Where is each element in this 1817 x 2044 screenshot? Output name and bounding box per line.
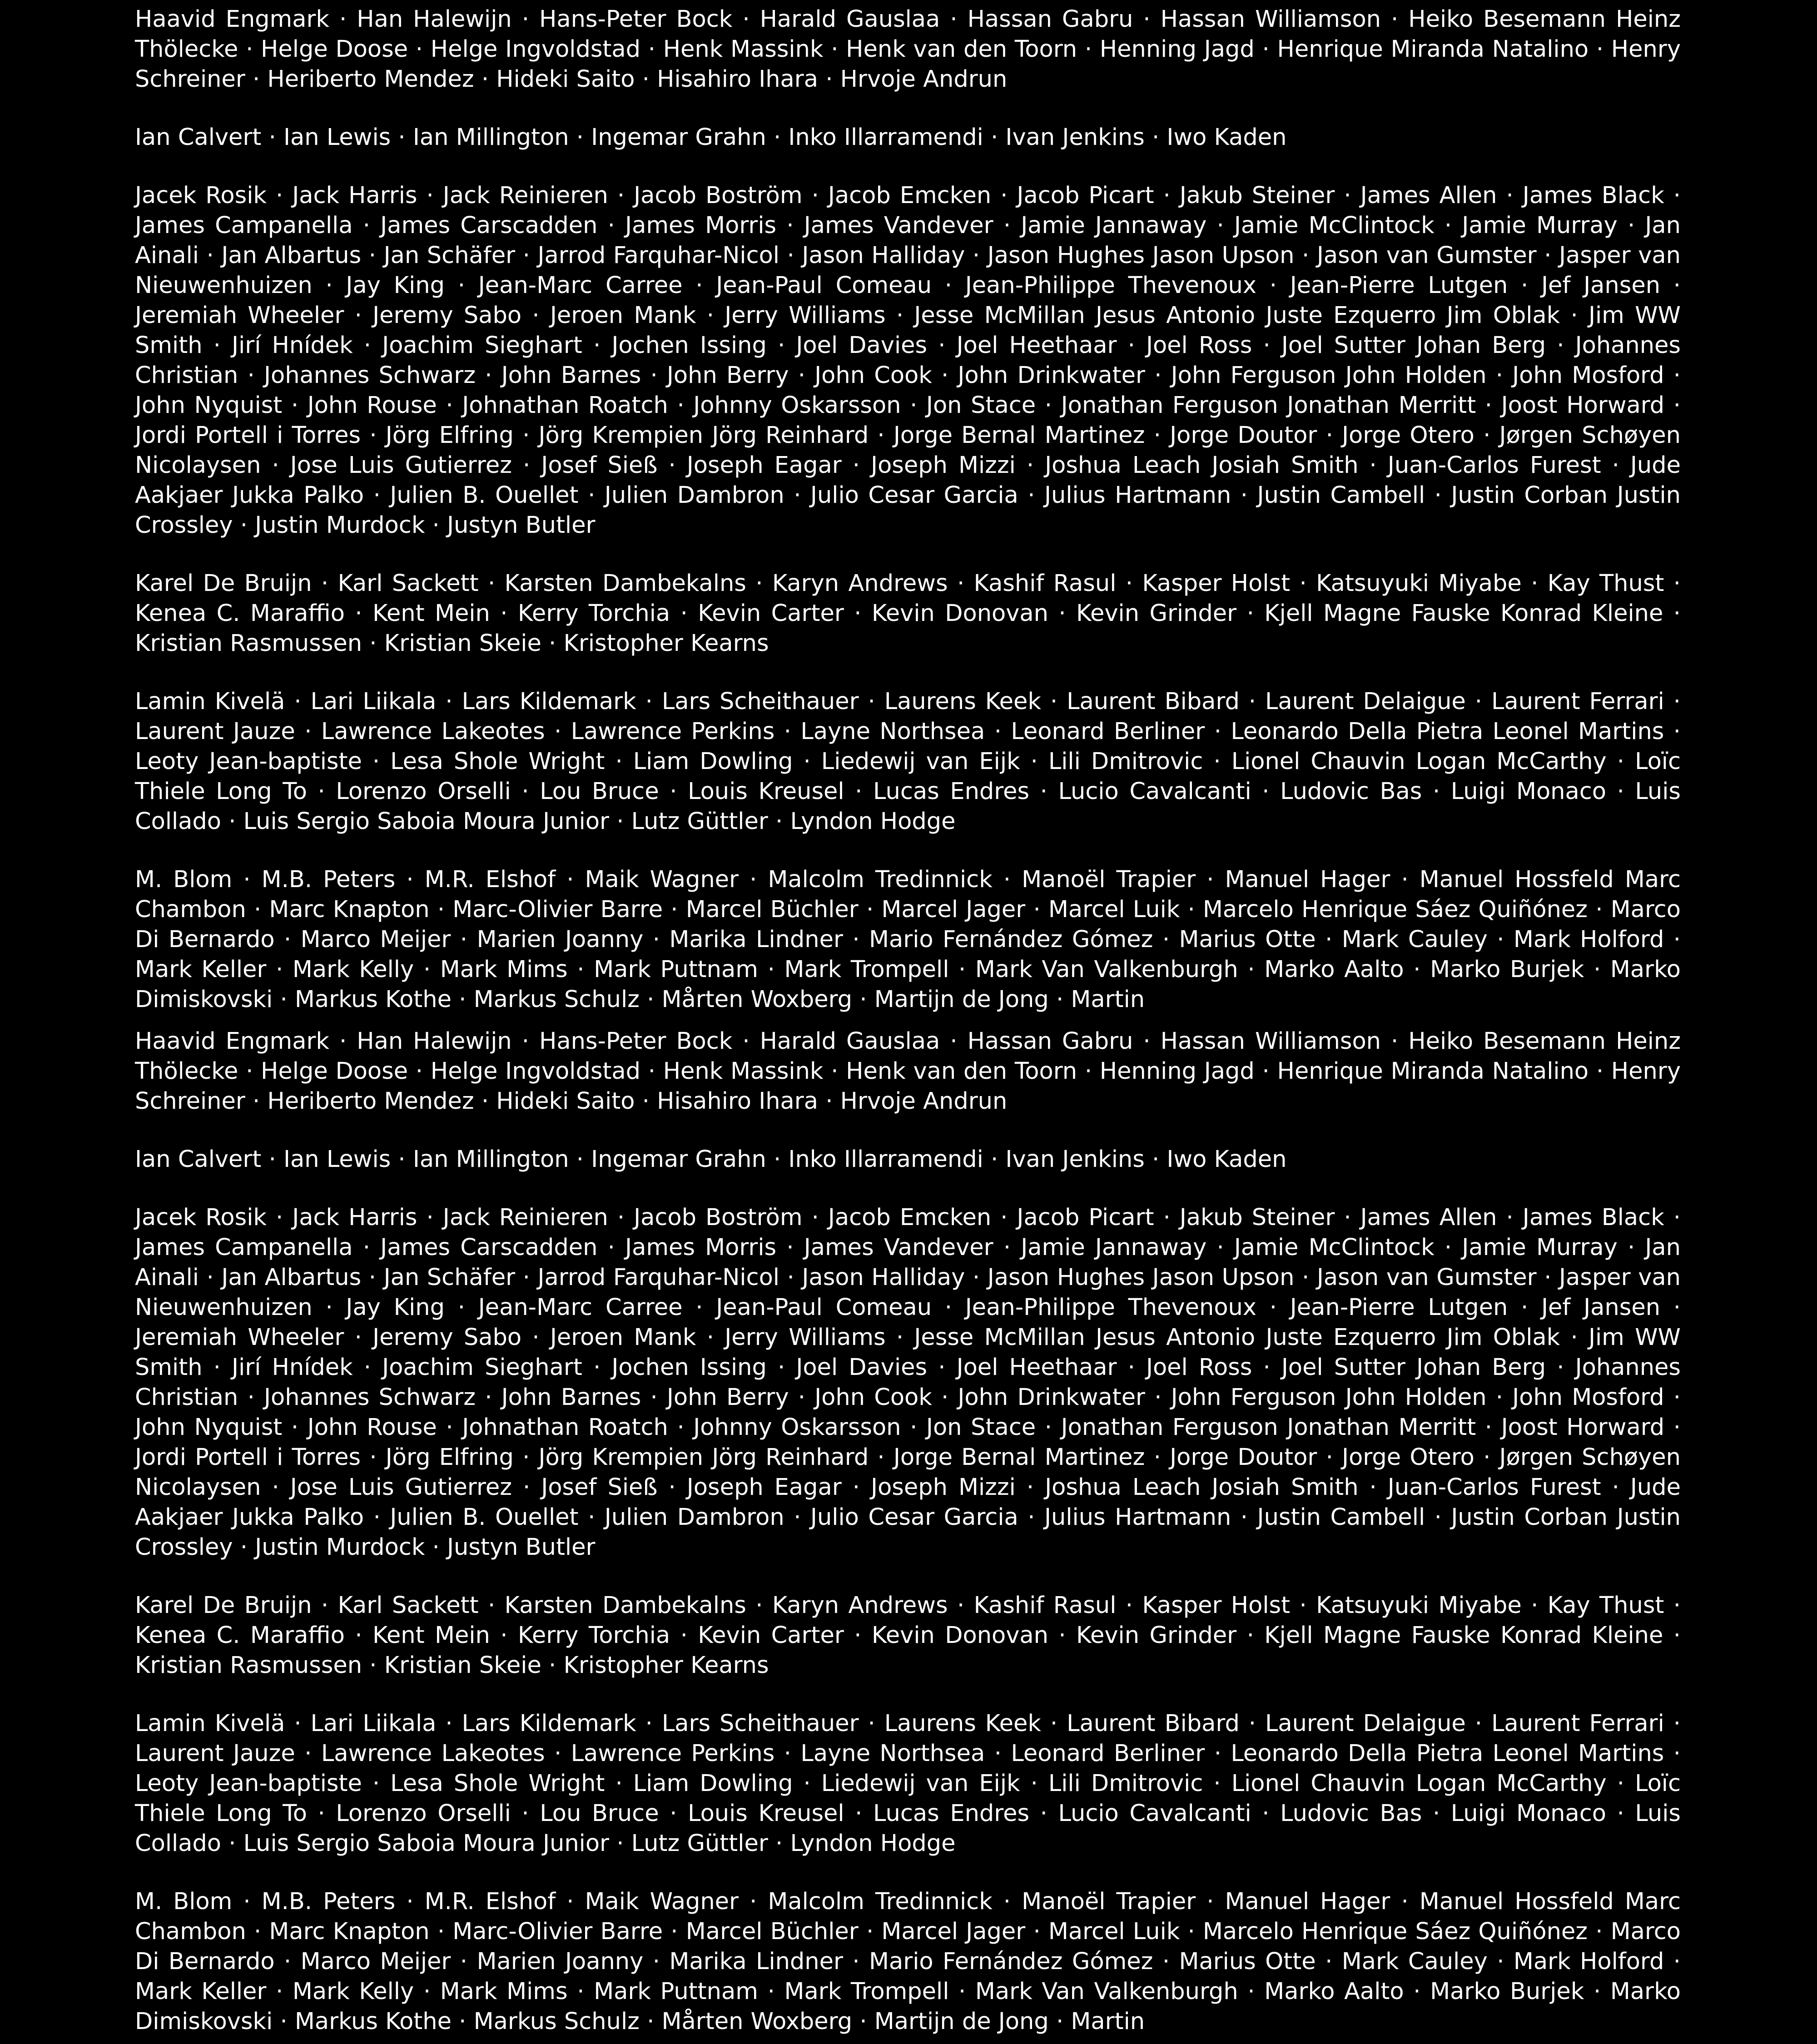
credits-group-h: Haavid Engmark · Han Halewijn · Hans-Peter Bock · Harald Gauslaa · Hassan Gabru · Hassan Williamson · Heiko Besemann Heinz Thölecke · Helge Doose · Helge Ingvoldstad · Henk Massink · Henk van den Toorn · Henning Jagd · Henrique Miranda Natalino · Henry Schreiner · Heriberto Mendez · Hideki Saito · Hisahiro Ihara · Hrvoje Andrun bbox=[135, 6, 1681, 93]
credits-group-k: Karel De Bruijn · Karl Sackett · Karsten Dambekalns · Karyn Andrews · Kashif Rasul · Kasper Holst · Katsuyuki Miyabe · Kay Thust · Kenea C. Maraffio · Kent Mein · Kerry Torchia · Kevin Carter · Kevin Donovan · Kevin Grinder · Kjell Magne Fauske Konrad Kleine · Kristian Rasmussen · Kristian Skeie · Kristopher Kearns bbox=[135, 570, 1681, 657]
credits-group-i-repeat: Ian Calvert · Ian Lewis · Ian Millington · Ingemar Grahn · Inko Illarramendi · Ivan Jenkins · Iwo Kaden bbox=[135, 1146, 1287, 1173]
credits-group-l: Lamin Kivelä · Lari Liikala · Lars Kildemark · Lars Scheithauer · Laurens Keek · Laurent Bibard · Laurent Delaigue · Laurent Ferrari · Laurent Jauze · Lawrence Lakeotes · Lawrence Perkins · Layne Northsea · Leonard Berliner · Leonardo Della Pietra Leonel Martins · Leoty Jean-baptiste · Lesa Shole Wright · Liam Dowling · Liedewij van Eijk · Lili Dmitrovic · Lionel Chauvin Logan McCarthy · Loïc Thiele Long To · Lorenzo Orselli · Lou Bruce · Louis Kreusel · Lucas Endres · Lucio Cavalcanti · Ludovic Bas · Luigi Monaco · Luis Collado · Luis Sergio Saboia Moura Junior · Lutz Güttler · Lyndon Hodge bbox=[135, 688, 1681, 835]
credits-group-m: M. Blom · M.B. Peters · M.R. Elshof · Maik Wagner · Malcolm Tredinnick · Manoël Trapier · Manuel Hager · Manuel Hossfeld Marc Chambon · Marc Knapton · Marc-Olivier Barre · Marcel Büchler · Marcel Jager · Marcel Luik · Marcelo Henrique Sáez Quiñónez · Marco Di Bernardo · Marco Meijer · Marien Joanny · Marika Lindner · Mario Fernández Gómez · Marius Otte · Mark Cauley · Mark Holford · Mark Keller · Mark Kelly · Mark Mims · Mark Puttnam · Mark Trompell · Mark Van Valkenburgh · Marko Aalto · Marko Burjek · Marko Dimiskovski · Markus Kothe · Markus Schulz · Mårten Woxberg · Martijn de Jong · Martin bbox=[135, 866, 1681, 1013]
credits-group-j: Jacek Rosik · Jack Harris · Jack Reinieren · Jacob Boström · Jacob Emcken · Jacob Picart · Jakub Steiner · James Allen · James Black · James Campanella · James Carscadden · James Morris · James Vandever · Jamie Jannaway · Jamie McClintock · Jamie Murray · Jan Ainali · Jan Albartus · Jan Schäfer · Jarrod Farquhar-Nicol · Jason Halliday · Jason Hughes Jason Upson · Jason van Gumster · Jasper van Nieuwenhuizen · Jay King · Jean-Marc Carree · Jean-Paul Comeau · Jean-Philippe Thevenoux · Jean-Pierre Lutgen · Jef Jansen · Jeremiah Wheeler · Jeremy Sabo · Jeroen Mank · Jerry Williams · Jesse McMillan Jesus Antonio Juste Ezquerro Jim Oblak · Jim WW Smith · Jirí Hnídek · Joachim Sieghart · Jochen Issing · Joel Davies · Joel Heethaar · Joel Ross · Joel Sutter Johan Berg · Johannes Christian · Johannes Schwarz · John Barnes · John Berry · John Cook · John Drinkwater · John Ferguson John Holden · John Mosford · John Nyquist · John Rouse · Johnathan Roatch · Johnny Oskarsson · Jon Stace · Jonathan Ferguson Jonathan Merritt · Joost Horward · Jordi Portell i Torres · Jörg Elfring · Jörg Krempien Jörg Reinhard · Jorge Bernal Martinez · Jorge Doutor · Jorge Otero · Jørgen Schøyen Nicolaysen · Jose Luis Gutierrez · Josef Sieß · Joseph Eagar · Joseph Mizzi · Joshua Leach Josiah Smith · Juan-Carlos Furest · Jude Aakjaer Jukka Palko · Julien B. Ouellet · Julien Dambron · Julio Cesar Garcia · Julius Hartmann · Justin Cambell · Justin Corban Justin Crossley · Justin Murdock · Justyn Butler bbox=[135, 182, 1681, 539]
credits-group-l-repeat: Lamin Kivelä · Lari Liikala · Lars Kildemark · Lars Scheithauer · Laurens Keek · Laurent Bibard · Laurent Delaigue · Laurent Ferrari · Laurent Jauze · Lawrence Lakeotes · Lawrence Perkins · Layne Northsea · Leonard Berliner · Leonardo Della Pietra Leonel Martins · Leoty Jean-baptiste · Lesa Shole Wright · Liam Dowling · Liedewij van Eijk · Lili Dmitrovic · Lionel Chauvin Logan McCarthy · Loïc Thiele Long To · Lorenzo Orselli · Lou Bruce · Louis Kreusel · Lucas Endres · Lucio Cavalcanti · Ludovic Bas · Luigi Monaco · Luis Collado · Luis Sergio Saboia Moura Junior · Lutz Güttler · Lyndon Hodge bbox=[135, 1710, 1681, 1857]
credits-group-k-repeat: Karel De Bruijn · Karl Sackett · Karsten Dambekalns · Karyn Andrews · Kashif Rasul · Kasper Holst · Katsuyuki Miyabe · Kay Thust · Kenea C. Maraffio · Kent Mein · Kerry Torchia · Kevin Carter · Kevin Donovan · Kevin Grinder · Kjell Magne Fauske Konrad Kleine · Kristian Rasmussen · Kristian Skeie · Kristopher Kearns bbox=[135, 1592, 1681, 1679]
credits-group-m-repeat: M. Blom · M.B. Peters · M.R. Elshof · Maik Wagner · Malcolm Tredinnick · Manoël Trapier · Manuel Hager · Manuel Hossfeld Marc Chambon · Marc Knapton · Marc-Olivier Barre · Marcel Büchler · Marcel Jager · Marcel Luik · Marcelo Henrique Sáez Quiñónez · Marco Di Bernardo · Marco Meijer · Marien Joanny · Marika Lindner · Mario Fernández Gómez · Marius Otte · Mark Cauley · Mark Holford · Mark Keller · Mark Kelly · Mark Mims · Mark Puttnam · Mark Trompell · Mark Van Valkenburgh · Marko Aalto · Marko Burjek · Marko Dimiskovski · Markus Kothe · Markus Schulz · Mårten Woxberg · Martijn de Jong · Martin bbox=[135, 1888, 1681, 2035]
credits-group-i: Ian Calvert · Ian Lewis · Ian Millington · Ingemar Grahn · Inko Illarramendi · Ivan Jenkins · Iwo Kaden bbox=[135, 124, 1287, 151]
credits-group-h-repeat: Haavid Engmark · Han Halewijn · Hans-Peter Bock · Harald Gauslaa · Hassan Gabru · Hassan Williamson · Heiko Besemann Heinz Thölecke · Helge Doose · Helge Ingvoldstad · Henk Massink · Henk van den Toorn · Henning Jagd · Henrique Miranda Natalino · Henry Schreiner · Heriberto Mendez · Hideki Saito · Hisahiro Ihara · Hrvoje Andrun bbox=[135, 1028, 1681, 1115]
credits-list-repeat bbox=[135, 1027, 1681, 2037]
credits-group-j-repeat: Jacek Rosik · Jack Harris · Jack Reinieren · Jacob Boström · Jacob Emcken · Jacob Picart · Jakub Steiner · James Allen · James Black · James Campanella · James Carscadden · James Morris · James Vandever · Jamie Jannaway · Jamie McClintock · Jamie Murray · Jan Ainali · Jan Albartus · Jan Schäfer · Jarrod Farquhar-Nicol · Jason Halliday · Jason Hughes Jason Upson · Jason van Gumster · Jasper van Nieuwenhuizen · Jay King · Jean-Marc Carree · Jean-Paul Comeau · Jean-Philippe Thevenoux · Jean-Pierre Lutgen · Jef Jansen · Jeremiah Wheeler · Jeremy Sabo · Jeroen Mank · Jerry Williams · Jesse McMillan Jesus Antonio Juste Ezquerro Jim Oblak · Jim WW Smith · Jirí Hnídek · Joachim Sieghart · Jochen Issing · Joel Davies · Joel Heethaar · Joel Ross · Joel Sutter Johan Berg · Johannes Christian · Johannes Schwarz · John Barnes · John Berry · John Cook · John Drinkwater · John Ferguson John Holden · John Mosford · John Nyquist · John Rouse · Johnathan Roatch · Johnny Oskarsson · Jon Stace · Jonathan Ferguson Jonathan Merritt · Joost Horward · Jordi Portell i Torres · Jörg Elfring · Jörg Krempien Jörg Reinhard · Jorge Bernal Martinez · Jorge Doutor · Jorge Otero · Jørgen Schøyen Nicolaysen · Jose Luis Gutierrez · Josef Sieß · Joseph Eagar · Joseph Mizzi · Joshua Leach Josiah Smith · Juan-Carlos Furest · Jude Aakjaer Jukka Palko · Julien B. Ouellet · Julien Dambron · Julio Cesar Garcia · Julius Hartmann · Justin Cambell · Justin Corban Justin Crossley · Justin Murdock · Justyn Butler bbox=[135, 1204, 1681, 1561]
credits-list bbox=[135, 5, 1681, 1015]
